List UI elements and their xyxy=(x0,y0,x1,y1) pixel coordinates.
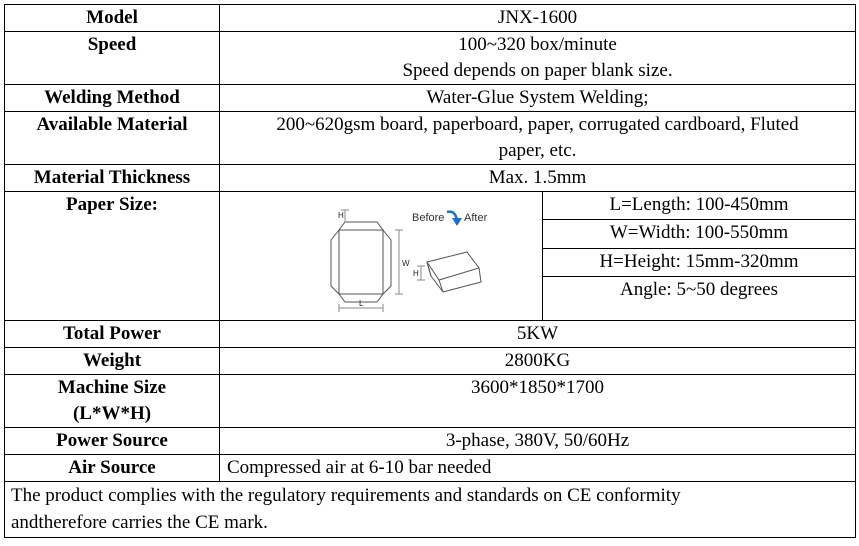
flat-blank-icon xyxy=(331,210,403,312)
spec-table xyxy=(4,4,856,538)
row-paper-size xyxy=(5,192,856,220)
after-label: After xyxy=(464,212,488,224)
material-line-1: 200~620gsm board, paperboard, paper, corrugated cardboard, Fluted xyxy=(276,114,799,135)
paper-size-diagram xyxy=(220,192,543,321)
value-model: JNX-1600 xyxy=(220,5,856,32)
box-diagram-image xyxy=(281,196,488,316)
row-material xyxy=(5,112,856,165)
dim-h-label: H xyxy=(338,211,344,220)
label-welding: Welding Method xyxy=(5,85,220,112)
row-speed xyxy=(5,32,856,85)
ce-note-line-1: The product complies with the regulatory requirements and standards on CE conformity xyxy=(11,485,681,506)
value-weight: 2800KG xyxy=(220,348,856,375)
material-line-2: paper, etc. xyxy=(498,140,577,161)
value-width: W=Width: 100-550mm xyxy=(543,220,856,249)
value-length: L=Length: 100-450mm xyxy=(543,192,856,220)
label-machine-size xyxy=(5,375,220,428)
value-height: H=Height: 15mm-320mm xyxy=(543,249,856,277)
row-welding xyxy=(5,85,856,112)
value-machine-size: 3600*1850*1700 xyxy=(220,375,856,428)
dim-w-label: W xyxy=(402,259,410,268)
machine-size-unit: (L*W*H) xyxy=(72,403,152,424)
label-power-source: Power Source xyxy=(5,428,220,455)
value-welding: Water-Glue System Welding; xyxy=(220,85,856,112)
label-air-source: Air Source xyxy=(5,455,220,482)
row-model xyxy=(5,5,856,32)
label-material: Available Material xyxy=(5,112,220,165)
row-machine-size xyxy=(5,375,856,428)
row-footer xyxy=(5,482,856,538)
label-thickness: Material Thickness xyxy=(5,165,220,192)
value-speed xyxy=(220,32,856,85)
speed-range: 100~320 box/minute xyxy=(458,34,617,55)
row-air-source xyxy=(5,455,856,482)
value-power: 5KW xyxy=(220,321,856,348)
value-power-source: 3-phase, 380V, 50/60Hz xyxy=(220,428,856,455)
speed-note: Speed depends on paper blank size. xyxy=(402,60,673,81)
row-power xyxy=(5,321,856,348)
row-power-source xyxy=(5,428,856,455)
dim-l-label: L xyxy=(359,299,364,308)
machine-size-title: Machine Size xyxy=(57,377,167,398)
label-model: Model xyxy=(5,5,220,32)
label-speed: Speed xyxy=(5,32,220,85)
value-air-source: Compressed air at 6-10 bar needed xyxy=(220,455,856,482)
before-label: Before xyxy=(412,212,445,224)
row-weight xyxy=(5,348,856,375)
value-thickness: Max. 1.5mm xyxy=(220,165,856,192)
dim-h2-label: H xyxy=(413,269,419,278)
label-power: Total Power xyxy=(5,321,220,348)
ce-note-line-2: andtherefore carries the CE mark. xyxy=(11,512,268,533)
label-paper-size: Paper Size: xyxy=(5,192,220,321)
label-weight: Weight xyxy=(5,348,220,375)
row-thickness xyxy=(5,165,856,192)
ce-compliance-note xyxy=(5,482,856,538)
folded-box-icon xyxy=(417,252,481,292)
arrow-head-icon xyxy=(452,218,462,226)
value-angle: Angle: 5~50 degrees xyxy=(543,277,856,321)
value-material xyxy=(220,112,856,165)
